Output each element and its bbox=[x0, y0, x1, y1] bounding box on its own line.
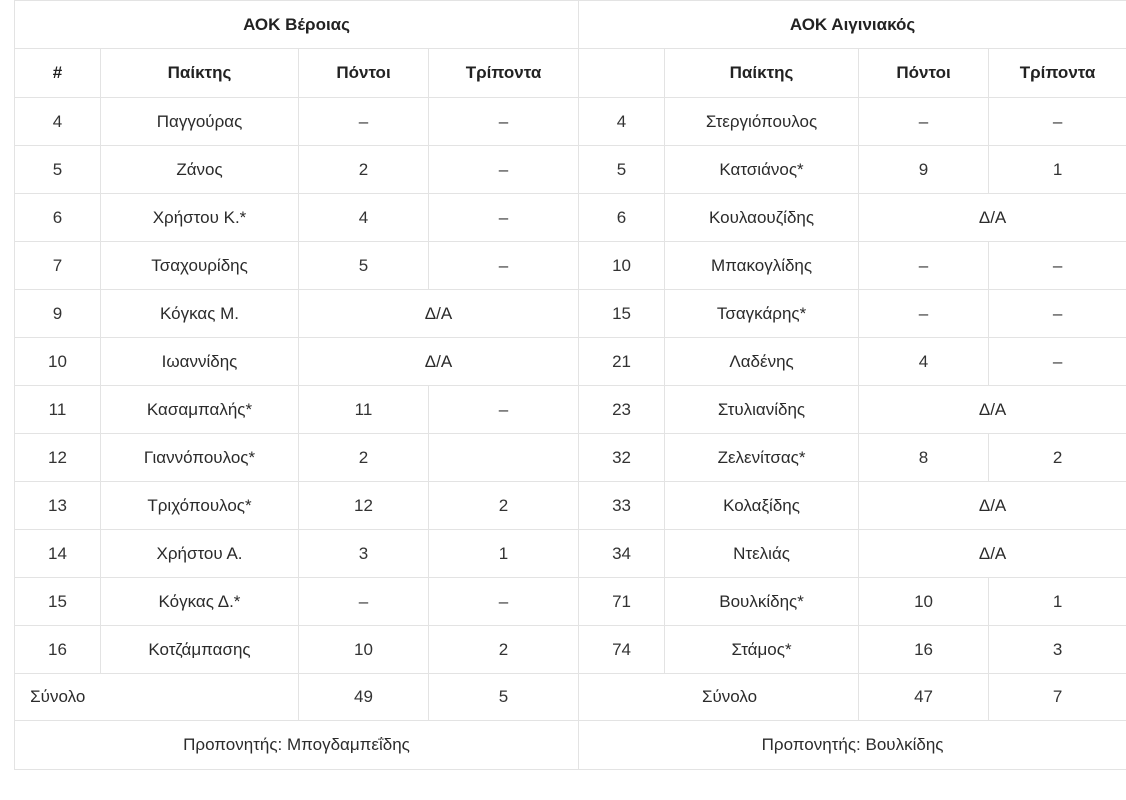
away-player-threes: – bbox=[989, 242, 1126, 290]
home-player-points: 10 bbox=[299, 626, 429, 674]
away-player-number: 4 bbox=[579, 98, 665, 146]
home-player-threes: – bbox=[429, 578, 579, 626]
home-player-points: – bbox=[299, 578, 429, 626]
coach-row bbox=[15, 721, 1126, 770]
away-player-threes: 1 bbox=[989, 578, 1126, 626]
away-col-points: Πόντοι bbox=[859, 49, 989, 98]
player-rows bbox=[15, 98, 1126, 674]
home-player-name: Κασαμπαλής* bbox=[101, 386, 299, 434]
home-player-number: 15 bbox=[15, 578, 101, 626]
home-player-points: 2 bbox=[299, 434, 429, 482]
away-player-name: Ζελενίτσας* bbox=[665, 434, 859, 482]
away-player-name: Κολαξίδης bbox=[665, 482, 859, 530]
table-row bbox=[15, 578, 1126, 626]
away-player-number: 10 bbox=[579, 242, 665, 290]
boxscore-table bbox=[14, 0, 1126, 770]
away-player-points: 8 bbox=[859, 434, 989, 482]
home-total-label: Σύνολο bbox=[15, 674, 101, 721]
home-player-threes: 2 bbox=[429, 626, 579, 674]
away-player-number: 15 bbox=[579, 290, 665, 338]
table-row bbox=[15, 338, 1126, 386]
away-player-number: 32 bbox=[579, 434, 665, 482]
away-player-not-available: Δ/Α bbox=[859, 530, 1126, 578]
table-row bbox=[15, 626, 1126, 674]
away-player-threes: 1 bbox=[989, 146, 1126, 194]
home-player-number: 6 bbox=[15, 194, 101, 242]
away-player-threes: – bbox=[989, 338, 1126, 386]
away-player-points: – bbox=[859, 242, 989, 290]
table-row bbox=[15, 482, 1126, 530]
home-player-number: 10 bbox=[15, 338, 101, 386]
home-total-threes: 5 bbox=[429, 674, 579, 721]
home-player-number: 5 bbox=[15, 146, 101, 194]
away-player-not-available: Δ/Α bbox=[859, 194, 1126, 242]
table-row bbox=[15, 290, 1126, 338]
home-player-points: – bbox=[299, 98, 429, 146]
away-player-threes: 3 bbox=[989, 626, 1126, 674]
home-player-name: Χρήστου Α. bbox=[101, 530, 299, 578]
away-player-name: Λαδένης bbox=[665, 338, 859, 386]
home-col-points: Πόντοι bbox=[299, 49, 429, 98]
away-col-player: Παίκτης bbox=[665, 49, 859, 98]
away-player-name: Στάμος* bbox=[665, 626, 859, 674]
away-player-threes: – bbox=[989, 290, 1126, 338]
home-player-name: Χρήστου Κ.* bbox=[101, 194, 299, 242]
home-coach: Προπονητής: Μπογδαμπεΐδης bbox=[15, 721, 579, 770]
away-player-number: 6 bbox=[579, 194, 665, 242]
home-col-num: # bbox=[15, 49, 101, 98]
home-player-name: Κόγκας Μ. bbox=[101, 290, 299, 338]
home-player-number: 13 bbox=[15, 482, 101, 530]
home-player-threes: – bbox=[429, 98, 579, 146]
away-player-number: 74 bbox=[579, 626, 665, 674]
home-player-points: 5 bbox=[299, 242, 429, 290]
away-player-name: Βουλκίδης* bbox=[665, 578, 859, 626]
home-total-points: 49 bbox=[299, 674, 429, 721]
home-player-points: 2 bbox=[299, 146, 429, 194]
away-player-name: Τσαγκάρης* bbox=[665, 290, 859, 338]
away-col-threes: Τρίποντα bbox=[989, 49, 1126, 98]
away-player-not-available: Δ/Α bbox=[859, 386, 1126, 434]
away-player-not-available: Δ/Α bbox=[859, 482, 1126, 530]
away-total-threes: 7 bbox=[989, 674, 1126, 721]
home-player-points: 3 bbox=[299, 530, 429, 578]
away-player-number: 34 bbox=[579, 530, 665, 578]
home-player-name: Κοτζάμπασης bbox=[101, 626, 299, 674]
away-player-name: Στεργιόπουλος bbox=[665, 98, 859, 146]
table-row bbox=[15, 194, 1126, 242]
home-player-name: Ζάνος bbox=[101, 146, 299, 194]
home-player-name: Κόγκας Δ.* bbox=[101, 578, 299, 626]
home-player-threes: 1 bbox=[429, 530, 579, 578]
away-player-points: 4 bbox=[859, 338, 989, 386]
away-player-name: Κουλαουζίδης bbox=[665, 194, 859, 242]
away-col-num bbox=[579, 49, 665, 98]
home-player-not-available: Δ/Α bbox=[299, 338, 579, 386]
home-player-threes: – bbox=[429, 146, 579, 194]
home-player-number: 12 bbox=[15, 434, 101, 482]
away-player-number: 33 bbox=[579, 482, 665, 530]
away-player-number: 5 bbox=[579, 146, 665, 194]
away-player-name: Κατσιάνος* bbox=[665, 146, 859, 194]
home-player-points: 12 bbox=[299, 482, 429, 530]
home-player-name: Τσαχουρίδης bbox=[101, 242, 299, 290]
home-team-name: ΑΟΚ Βέροιας bbox=[15, 1, 579, 49]
table-row bbox=[15, 434, 1126, 482]
home-player-threes: – bbox=[429, 386, 579, 434]
home-player-points: 4 bbox=[299, 194, 429, 242]
away-total-label: Σύνολο bbox=[579, 674, 859, 721]
home-player-number: 11 bbox=[15, 386, 101, 434]
away-player-points: 10 bbox=[859, 578, 989, 626]
home-player-name: Παγγούρας bbox=[101, 98, 299, 146]
away-player-number: 23 bbox=[579, 386, 665, 434]
away-player-name: Ντελιάς bbox=[665, 530, 859, 578]
home-player-points: 11 bbox=[299, 386, 429, 434]
away-total-points: 47 bbox=[859, 674, 989, 721]
away-player-points: – bbox=[859, 290, 989, 338]
away-player-threes: 2 bbox=[989, 434, 1126, 482]
away-player-name: Μπακογλίδης bbox=[665, 242, 859, 290]
table-row bbox=[15, 98, 1126, 146]
away-player-points: 16 bbox=[859, 626, 989, 674]
home-col-player: Παίκτης bbox=[101, 49, 299, 98]
home-player-number: 16 bbox=[15, 626, 101, 674]
home-player-number: 4 bbox=[15, 98, 101, 146]
table-row bbox=[15, 530, 1126, 578]
total-row bbox=[15, 674, 1126, 721]
home-col-threes: Τρίποντα bbox=[429, 49, 579, 98]
home-player-not-available: Δ/Α bbox=[299, 290, 579, 338]
table-row bbox=[15, 242, 1126, 290]
home-player-number: 9 bbox=[15, 290, 101, 338]
table-row bbox=[15, 386, 1126, 434]
away-player-points: 9 bbox=[859, 146, 989, 194]
away-team-name: ΑΟΚ Αιγινιακός bbox=[579, 1, 1126, 49]
home-player-threes: – bbox=[429, 194, 579, 242]
home-player-threes: 2 bbox=[429, 482, 579, 530]
home-player-name: Ιωαννίδης bbox=[101, 338, 299, 386]
home-player-threes bbox=[429, 434, 579, 482]
team-name-row bbox=[15, 1, 1126, 49]
home-player-threes: – bbox=[429, 242, 579, 290]
away-coach: Προπονητής: Βουλκίδης bbox=[579, 721, 1126, 770]
home-player-number: 7 bbox=[15, 242, 101, 290]
home-player-number: 14 bbox=[15, 530, 101, 578]
home-player-name: Γιαννόπουλος* bbox=[101, 434, 299, 482]
home-player-name: Τριχόπουλος* bbox=[101, 482, 299, 530]
away-player-number: 71 bbox=[579, 578, 665, 626]
away-player-number: 21 bbox=[579, 338, 665, 386]
column-header-row bbox=[15, 49, 1126, 98]
away-player-points: – bbox=[859, 98, 989, 146]
home-total-spacer bbox=[101, 674, 299, 721]
away-player-threes: – bbox=[989, 98, 1126, 146]
away-player-name: Στυλιανίδης bbox=[665, 386, 859, 434]
table-row bbox=[15, 146, 1126, 194]
